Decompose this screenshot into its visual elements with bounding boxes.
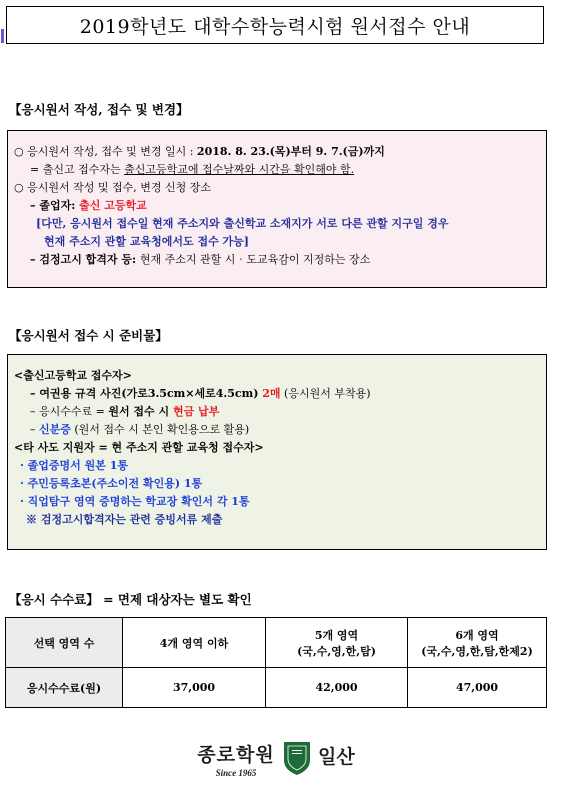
shield-icon (282, 740, 312, 776)
section-heading-materials: 【응시원서 접수 시 준비물】 (9, 328, 168, 343)
section-heading-application: 【응시원서 작성, 접수 및 변경】 (9, 102, 189, 117)
header-cell: 5개 영역 (국,수,영,한,탐) (266, 618, 408, 668)
title-box (6, 6, 544, 44)
material-ged-note: ※ 검정고시합격자는 관련 증빙서류 제출 (26, 513, 223, 526)
material-fee: – 응시수수료 = 원서 접수 시 현금 납부 (30, 405, 220, 418)
materials-box (7, 354, 547, 550)
fee-table (5, 617, 547, 708)
academy-logo (196, 738, 376, 788)
graduate-line: – 졸업자: 출신 고등학교 (30, 199, 147, 212)
place-line: ○ 응시원서 작성 및 접수, 변경 신청 장소 (14, 181, 211, 194)
side-mark (1, 29, 4, 43)
fee-cell: 47,000 (408, 668, 547, 708)
fee-cell: 37,000 (123, 668, 266, 708)
logo-name: 종로학원 (197, 744, 275, 766)
group-title-other: <타 사도 지원자 = 현 주소지 관할 교육청 접수자> (14, 441, 264, 454)
table-row (6, 668, 547, 708)
material-vocational: · 직업탐구 영역 증명하는 학교장 확인서 각 1통 (20, 495, 250, 508)
fee-table-header (6, 618, 547, 668)
schedule-note: = 출신고 접수자는 출신고등학교에 접수날짜와 시간을 확인해야 함. (30, 163, 355, 176)
fee-label-cell: 응시수수료(원) (6, 668, 123, 708)
application-info-box (7, 130, 547, 288)
header-cell: 4개 영역 이하 (123, 618, 266, 668)
logo-city: 일산 (318, 746, 355, 768)
header-cell: 선택 영역 수 (6, 618, 123, 668)
logo-since: Since 1965 (215, 768, 257, 778)
section-heading-fee: 【응시 수수료】 = 면제 대상자는 별도 확인 (9, 592, 252, 607)
group-title-school: <출신고등학교 접수자> (14, 369, 132, 382)
material-resident: · 주민등록초본(주소이전 확인용) 1통 (20, 477, 203, 490)
material-certificate: · 졸업증명서 원본 1통 (20, 459, 128, 472)
material-photo: – 여권용 규격 사진(가로3.5cm×세로4.5cm) 2매 (응시원서 부착용) (30, 387, 371, 400)
exception-line-1: [다만, 응시원서 접수일 현재 주소지와 출신학교 소재지가 서로 다른 관할 지구일 경우 (36, 217, 449, 230)
fee-cell: 42,000 (266, 668, 408, 708)
ged-line: – 검정고시 합격자 등: 현재 주소지 관할 시‧도교육감이 지정하는 장소 (30, 253, 371, 266)
header-cell: 6개 영역 (국,수,영,한,탐,한제2) (408, 618, 547, 668)
page-title: 2019학년도 대학수학능력시험 원서접수 안내 (79, 15, 471, 38)
exception-line-2: 현재 주소지 관할 교육청에서도 접수 가능] (44, 235, 249, 248)
schedule-line: ○ 응시원서 작성, 접수 및 변경 일시 : 2018. 8. 23.(목)부터 9. 7.(금)까지 (14, 145, 385, 158)
material-id: – 신분증 (원서 접수 시 본인 확인용으로 활용) (30, 423, 250, 436)
schedule-date: 2018. 8. 23.(목)부터 9. 7.(금)까지 (196, 145, 385, 158)
